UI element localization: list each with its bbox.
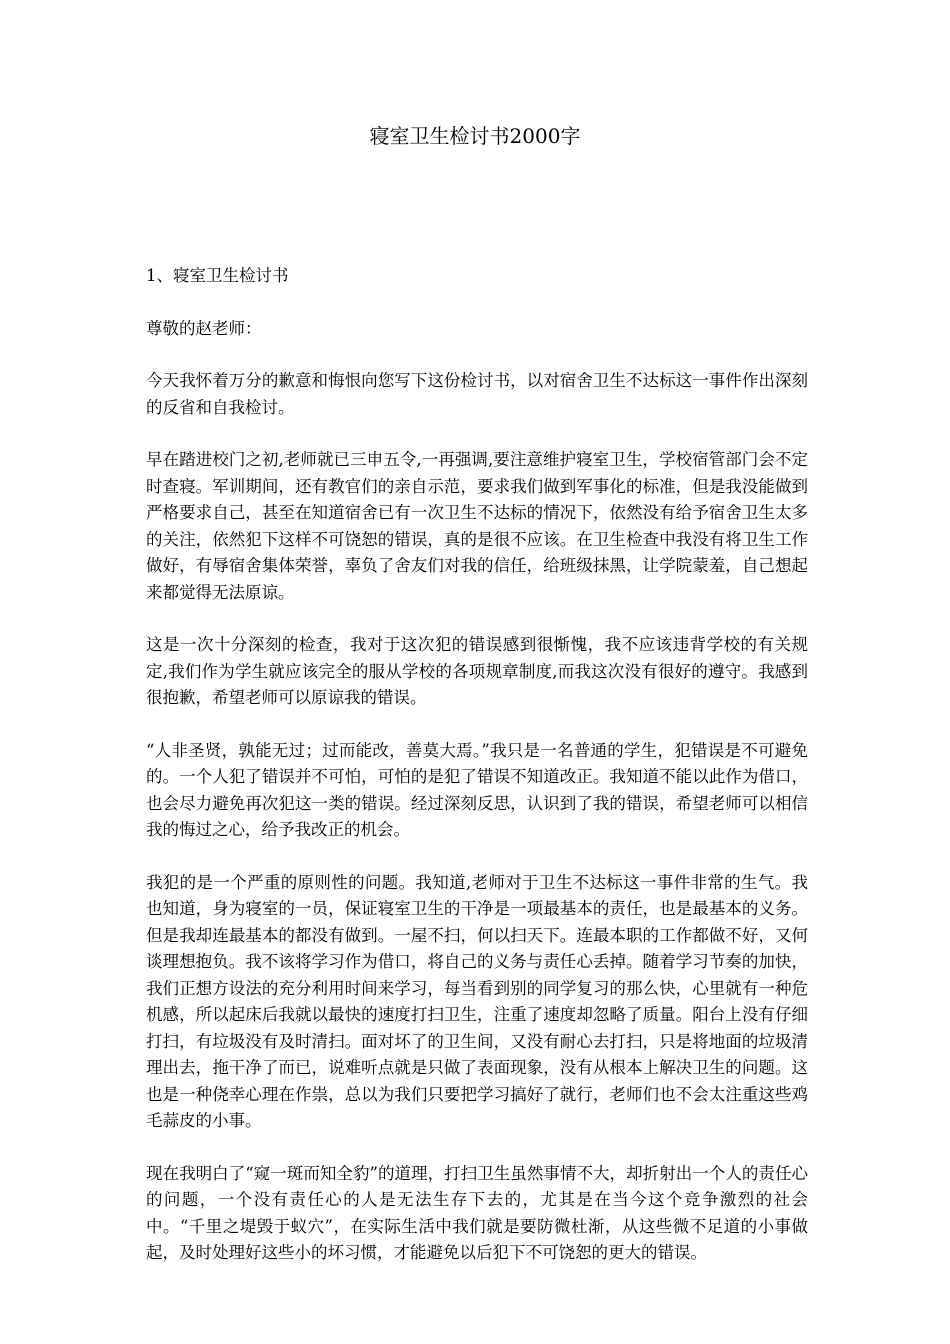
body-paragraph-6: 现在我明白了“窥一斑而知全豹”的道理，打扫卫生虽然事情不大，却折射出一个人的责任心的问题，一个没有责任心的人是无法生存下去的，尤其是在当今这个竞争激烈的社会中。“千里之堤毁于蚁穴”，在实际生活中我们就是要防微杜渐，从这些微不足道的小事做起，及时处理好这些小的坏习惯，才能避免以后犯下不可饶恕的更大的错误。 xyxy=(146,1163,808,1262)
body-paragraph-4: “人非圣贤，孰能无过；过而能改，善莫大焉。”我只是一名普通的学生，犯错误是不可避免的。一个人犯了错误并不可怕，可怕的是犯了错误不知道改正。我知道不能以此作为借口，也会尽力避免再次犯这一类的错误。经过深刻反思，认识到了我的错误，希望老师可以相信我的悔过之心，给予我改正的机会。 xyxy=(146,740,808,839)
section-heading: 1、寝室卫生检讨书 xyxy=(146,266,289,285)
body-paragraph-2: 早在踏进校门之初,老师就已三申五令,一再强调,要注意维护寝室卫生，学校宿管部门会不定时查寝。军训期间，还有教官们的亲自示范，要求我们做到军事化的标准，但是我没能做到严格要求自己，甚至在知道宿舍已有一次卫生不达标的情况下，依然没有给予宿舍卫生太多的关注，依然犯下这样不可饶恕的错误，真的是很不应该。在卫生检查中我没有将卫生工作做好，有辱宿舍集体荣誉，辜负了舍友们对我的信任，给班级抹黑，让学院蒙羞，自己想起来都觉得无法原谅。 xyxy=(146,450,808,602)
body-paragraph-1: 今天我怀着万分的歉意和悔恨向您写下这份检讨书，以对宿舍卫生不达标这一事件作出深刻的反省和自我检讨。 xyxy=(146,371,808,417)
document-body xyxy=(146,263,808,1293)
document-title: 寝室卫生检讨书2000字 xyxy=(369,124,581,148)
salutation: 尊敬的赵老师： xyxy=(146,318,262,338)
body-paragraph-3: 这是一次十分深刻的检查，我对于这次犯的错误感到很惭愧，我不应该违背学校的有关规定,我们作为学生就应该完全的服从学校的各项规章制度,而我这次没有很好的遵守。我感到很抱歉，希望老师可以原谅我的错误。 xyxy=(146,635,808,707)
body-paragraph-5: 我犯的是一个严重的原则性的问题。我知道,老师对于卫生不达标这一事件非常的生气。我也知道，身为寝室的一员，保证寝室卫生的干净是一项最基本的责任，也是最基本的义务。但是我却连最基本的都没有做到。一屋不扫，何以扫天下。连最本职的工作都做不好，又何谈理想抱负。我不该将学习作为借口，将自己的义务与责任心丢掉。随着学习节奏的加快，我们正想方设法的充分利用时间来学习，每当看到别的同学复习的那么快，心里就有一种危机感，所以起床后我就以最快的速度打扫卫生，注重了速度却忽略了质量。阳台上没有仔细打扫，有垃圾没有及时清扫。面对坏了的卫生间，又没有耐心去打扫，只是将地面的垃圾清理出去，拖干净了而已，说难听点就是只做了表面现象，没有从根本上解决卫生的问题。这也是一种侥幸心理在作祟，总以为我们只要把学习搞好了就行，老师们也不会太注重这些鸡毛蒜皮的小事。 xyxy=(146,872,808,1130)
